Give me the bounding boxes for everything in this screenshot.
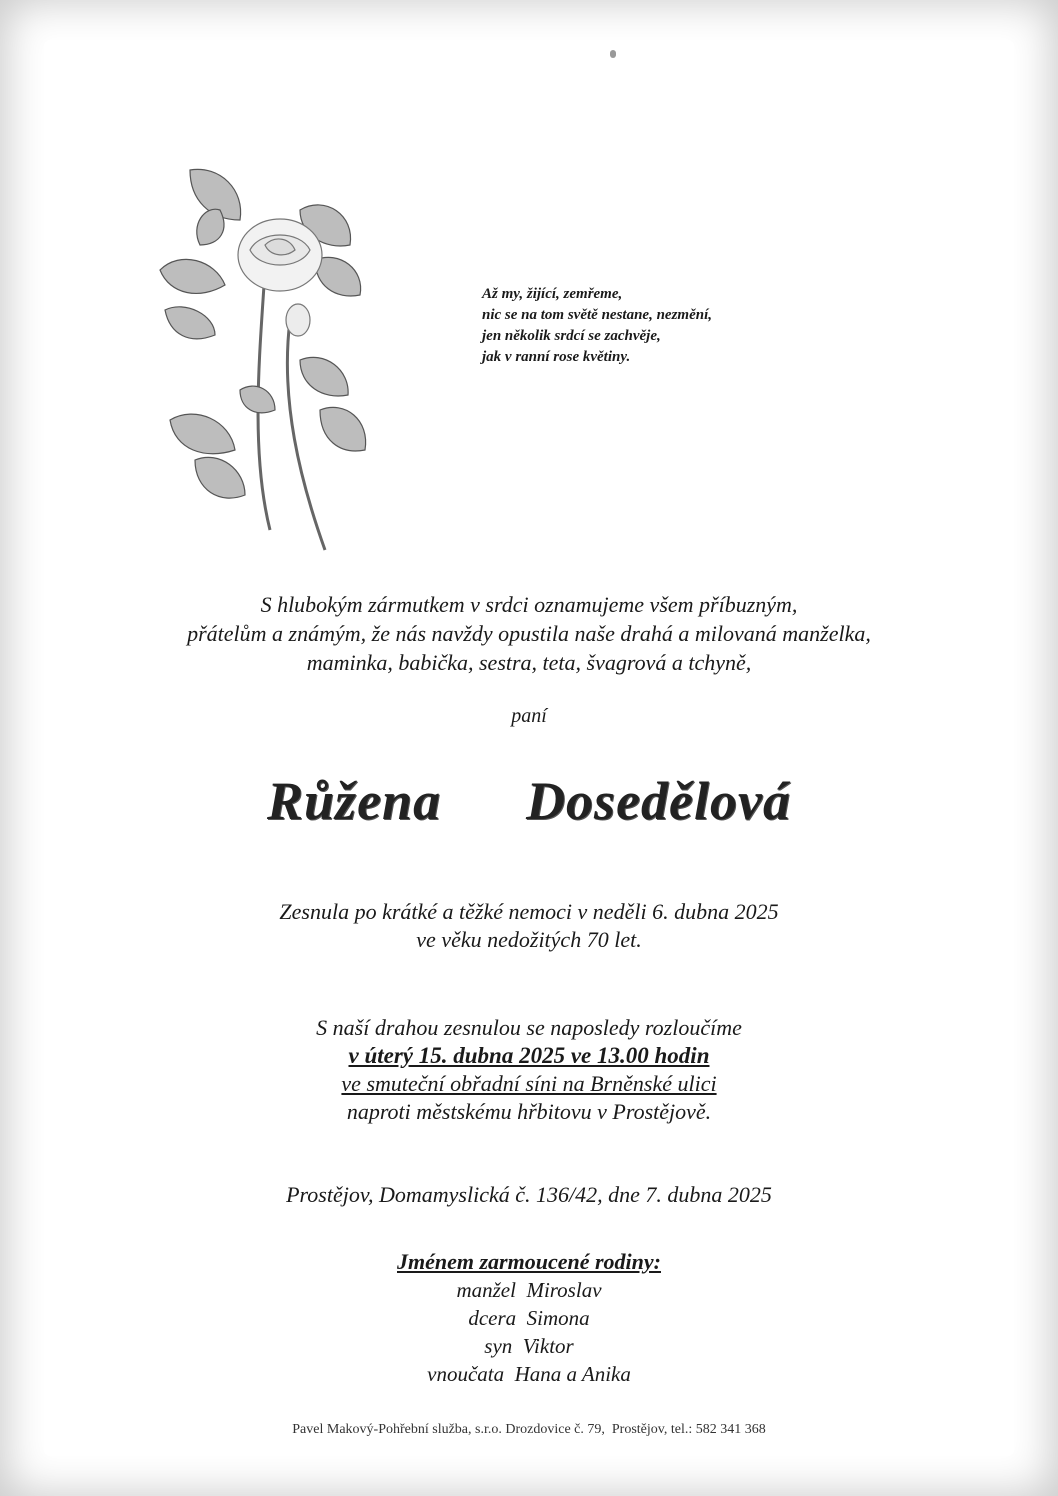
rose-illustration xyxy=(150,150,380,570)
funeral-intro: S naší drahou zesnulou se naposledy rozloučíme xyxy=(316,1015,742,1040)
place-date: Prostějov, Domamyslická č. 136/42, dne 7. dubna 2025 xyxy=(286,1182,772,1207)
family-member: manžel Miroslav xyxy=(456,1278,602,1302)
family-block xyxy=(0,1248,1058,1388)
deceased-name: Růžena Dosedělová xyxy=(267,771,791,831)
family-member: dcera Simona xyxy=(468,1306,590,1330)
death-info xyxy=(0,898,1058,954)
verse-line: Až my, žijící, zemřeme, xyxy=(482,286,623,302)
scan-speck xyxy=(610,50,616,58)
announcement-line: maminka, babička, sestra, teta, švagrová a tchyně, xyxy=(306,650,752,675)
poem-verse xyxy=(482,284,882,368)
death-info-line: Zesnula po krátké a těžké nemoci v neděli 6. dubna 2025 xyxy=(279,899,779,924)
funeral-info xyxy=(0,1014,1058,1126)
family-heading: Jménem zarmoucené rodiny: xyxy=(397,1249,661,1274)
honorific: paní xyxy=(511,705,547,727)
verse-line: nic se na tom světě nestane, nezmění, xyxy=(482,307,712,323)
verse-line: jak v ranní rose květiny. xyxy=(482,349,631,365)
announcement xyxy=(0,590,1058,677)
announcement-line: přátelům a známým, že nás navždy opustila naše drahá a milovaná manželka, xyxy=(187,621,871,646)
funeral-service-footer: Pavel Makový-Pohřební služba, s.r.o. Drozdovice č. 79, Prostějov, tel.: 582 341 368 xyxy=(292,1422,766,1437)
family-member: syn Viktor xyxy=(484,1334,574,1358)
funeral-datetime: v úterý 15. dubna 2025 ve 13.00 hodin xyxy=(348,1043,710,1068)
verse-line: jen několik srdcí se zachvěje, xyxy=(482,328,661,344)
announcement-line: S hlubokým zármutkem v srdci oznamujeme všem příbuzným, xyxy=(260,592,798,617)
family-member: vnoučata Hana a Anika xyxy=(427,1362,631,1386)
death-info-line: ve věku nedožitých 70 let. xyxy=(416,927,642,952)
funeral-venue: ve smuteční obřadní síni na Brněnské ulici xyxy=(341,1071,717,1096)
funeral-location: naproti městskému hřbitovu v Prostějově. xyxy=(346,1099,712,1124)
